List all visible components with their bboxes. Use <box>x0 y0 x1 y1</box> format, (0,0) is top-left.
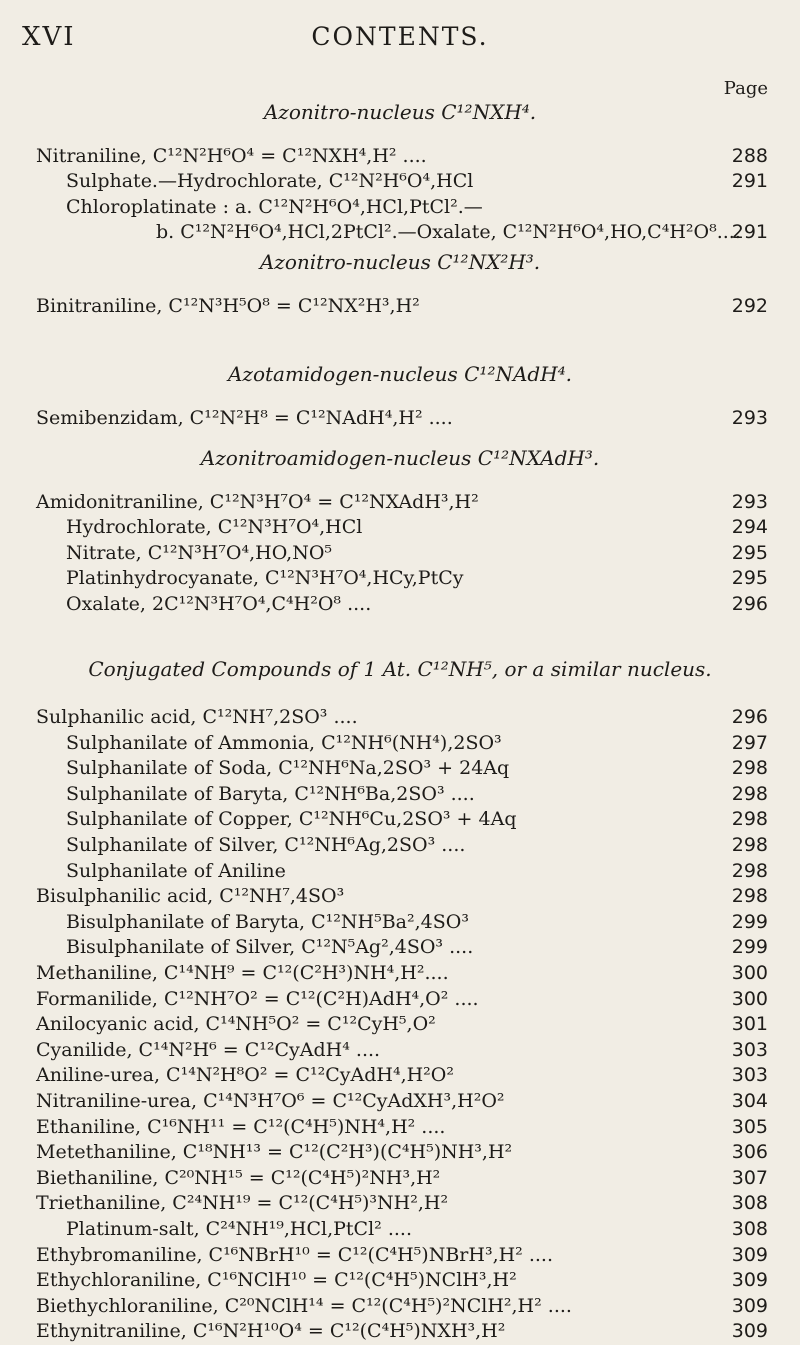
entry-page-number: 293 <box>731 491 768 513</box>
entry-title: Amidonitraniline, C¹²N³H⁷O⁴ = C¹²NXAdH³,H² <box>36 491 479 513</box>
section-heading: Azonitroamidogen-nucleus C¹²NXAdH³. <box>200 446 600 470</box>
entry-title: Sulphanilate of Aniline <box>66 859 286 882</box>
contents-entry <box>156 218 800 246</box>
section-heading: Azonitro-nucleus C¹²NX²H³. <box>259 250 541 274</box>
running-title: CONTENTS. <box>311 22 489 51</box>
entry-page-number: 309 <box>731 1320 768 1343</box>
section-heading: Azotamidogen-nucleus C¹²NAdH⁴. <box>227 362 573 386</box>
entry-title: Biethychloraniline, C²⁰NClH¹⁴ = C¹²(C⁴H⁵)²NClH²,H² .... <box>36 1294 572 1317</box>
contents-entry <box>66 1215 800 1243</box>
page-folio: XVI <box>22 22 76 52</box>
contents-entry <box>36 142 800 170</box>
entry-title: Sulphate.—Hydrochlorate, C¹²N²H⁶O⁴,HCl <box>66 170 474 193</box>
contents-entry <box>36 404 800 432</box>
contents-entry <box>36 703 800 731</box>
entry-page-number: 301 <box>731 1013 768 1036</box>
entry-title: Sulphanilic acid, C¹²NH⁷,2SO³ .... <box>36 706 358 728</box>
entry-title: Bisulphanilic acid, C¹²NH⁷,4SO³ <box>36 885 345 908</box>
entry-page-number: 296 <box>731 592 768 615</box>
contents-entry <box>36 959 800 987</box>
contents-entry <box>66 564 800 592</box>
entry-title: Chloroplatinate : a. C¹²N²H⁶O⁴,HCl,PtCl².— <box>66 195 483 218</box>
contents-entry <box>66 933 800 961</box>
contents-entry <box>36 1036 800 1064</box>
contents-entry <box>66 193 800 221</box>
entry-title: Hydrochlorate, C¹²N³H⁷O⁴,HCl <box>66 516 363 539</box>
entry-title: Biethaniline, C²⁰NH¹⁵ = C¹²(C⁴H⁵)²NH³,H² <box>36 1166 441 1189</box>
entry-title: Ethynitraniline, C¹⁶N²H¹⁰O⁴ = C¹²(C⁴H⁵)NXH³,H² <box>36 1320 506 1343</box>
contents-entry <box>36 488 800 516</box>
entry-title: Nitraniline, C¹²N²H⁶O⁴ = C¹²NXH⁴,H² .... <box>36 145 427 167</box>
entry-page-number: 292 <box>731 295 768 317</box>
entry-page-number: 306 <box>731 1141 768 1164</box>
entry-title: b. C¹²N²H⁶O⁴,HCl,2PtCl².—Oxalate, C¹²N²H⁶O⁴,HO,C⁴H²O⁸.... <box>156 221 741 244</box>
entry-title: Aniline-urea, C¹⁴N²H⁸O² = C¹²CyAdH⁴,H²O² <box>36 1064 454 1087</box>
entry-title: Bisulphanilate of Silver, C¹²N⁵Ag²,4SO³ .... <box>66 936 474 959</box>
entry-page-number: 298 <box>731 859 768 882</box>
contents-entry <box>66 513 800 541</box>
entry-title: Oxalate, 2C¹²N³H⁷O⁴,C⁴H²O⁸ .... <box>66 592 372 615</box>
entry-page-number: 288 <box>731 145 768 167</box>
entry-page-number: 298 <box>731 885 768 908</box>
entry-title: Ethychloraniline, C¹⁶NClH¹⁰ = C¹²(C⁴H⁵)NClH³,H² <box>36 1269 517 1292</box>
contents-entry <box>66 539 800 567</box>
entry-title: Bisulphanilate of Baryta, C¹²NH⁵Ba²,4SO³ <box>66 910 469 933</box>
entry-title: Nitraniline-urea, C¹⁴N³H⁷O⁶ = C¹²CyAdXH³,H²O² <box>36 1090 505 1112</box>
entry-page-number: 304 <box>731 1090 768 1112</box>
contents-entry <box>36 292 800 320</box>
entry-page-number: 299 <box>731 936 768 959</box>
entry-page-number: 308 <box>731 1192 768 1215</box>
contents-entry <box>66 908 800 936</box>
contents-entry <box>36 1061 800 1089</box>
section-heading: Conjugated Compounds of 1 At. C¹²NH⁵, or a similar nucleus. <box>88 657 712 681</box>
entry-page-number: 293 <box>731 407 768 429</box>
contents-entry <box>66 729 800 757</box>
entry-page-number: 298 <box>731 782 768 805</box>
entry-title: Triethaniline, C²⁴NH¹⁹ = C¹²(C⁴H⁵)³NH²,H² <box>36 1192 449 1215</box>
entry-title: Sulphanilate of Ammonia, C¹²NH⁶(NH⁴),2SO³ <box>66 731 502 754</box>
entry-page-number: 297 <box>731 731 768 754</box>
contents-entry <box>36 1113 800 1141</box>
entry-title: Nitrate, C¹²N³H⁷O⁴,HO,NO⁵ <box>66 541 333 564</box>
entry-page-number: 300 <box>731 962 768 984</box>
entry-page-number: 303 <box>731 1038 768 1061</box>
contents-entry <box>66 831 800 859</box>
entry-page-number: 296 <box>731 706 768 728</box>
contents-entry <box>36 1010 800 1038</box>
contents-entry <box>36 1087 800 1115</box>
entry-page-number: 291 <box>731 221 768 244</box>
contents-entry <box>36 1138 800 1166</box>
page-header <box>0 22 800 62</box>
entry-page-number: 305 <box>731 1115 768 1138</box>
entry-page-number: 300 <box>731 987 768 1010</box>
entry-page-number: 308 <box>731 1218 768 1240</box>
entry-page-number: 291 <box>731 170 768 193</box>
entry-title: Anilocyanic acid, C¹⁴NH⁵O² = C¹²CyH⁵,O² <box>36 1013 436 1036</box>
entry-page-number: 307 <box>731 1166 768 1189</box>
contents-entry <box>36 1317 800 1345</box>
contents-entry <box>66 780 800 808</box>
contents-entry <box>66 590 800 618</box>
entry-page-number: 295 <box>731 541 768 564</box>
entry-page-number: 299 <box>731 910 768 933</box>
contents-entry <box>36 1292 800 1320</box>
entry-title: Binitraniline, C¹²N³H⁵O⁸ = C¹²NX²H³,H² <box>36 295 420 317</box>
entry-page-number: 298 <box>731 808 768 831</box>
page-column-label: Page <box>723 78 768 99</box>
entry-title: Formanilide, C¹²NH⁷O² = C¹²(C²H)AdH⁴,O² .... <box>36 987 479 1010</box>
entry-page-number: 298 <box>731 834 768 856</box>
contents-entry <box>36 882 800 910</box>
contents-entry <box>66 805 800 833</box>
entry-title: Sulphanilate of Copper, C¹²NH⁶Cu,2SO³ + 4Aq <box>66 808 517 831</box>
entry-title: Metethaniline, C¹⁸NH¹³ = C¹²(C²H³)(C⁴H⁵)NH³,H² <box>36 1141 513 1164</box>
entry-title: Sulphanilate of Soda, C¹²NH⁶Na,2SO³ + 24Aq <box>66 757 510 780</box>
contents-entry <box>66 754 800 782</box>
contents-entry <box>66 857 800 885</box>
entry-page-number: 309 <box>731 1243 768 1266</box>
entry-title: Semibenzidam, C¹²N²H⁸ = C¹²NAdH⁴,H² .... <box>36 407 453 429</box>
entry-title: Sulphanilate of Silver, C¹²NH⁶Ag,2SO³ .... <box>66 834 466 856</box>
contents-entry <box>36 1164 800 1192</box>
contents-entry <box>36 1189 800 1217</box>
entry-page-number: 298 <box>731 757 768 780</box>
entry-page-number: 309 <box>731 1294 768 1317</box>
entry-title: Ethaniline, C¹⁶NH¹¹ = C¹²(C⁴H⁵)NH⁴,H² .... <box>36 1115 446 1138</box>
entry-title: Cyanilide, C¹⁴N²H⁶ = C¹²CyAdH⁴ .... <box>36 1038 381 1061</box>
contents-entry <box>36 985 800 1013</box>
contents-entry <box>36 1241 800 1269</box>
contents-entry <box>36 1266 800 1294</box>
entry-page-number: 295 <box>731 567 768 590</box>
entry-title: Ethybromaniline, C¹⁶NBrH¹⁰ = C¹²(C⁴H⁵)NBrH³,H² .... <box>36 1243 553 1266</box>
entry-title: Sulphanilate of Baryta, C¹²NH⁶Ba,2SO³ .... <box>66 782 475 805</box>
entry-page-number: 309 <box>731 1269 768 1292</box>
entry-page-number: 303 <box>731 1064 768 1087</box>
section-heading: Azonitro-nucleus C¹²NXH⁴. <box>263 100 537 124</box>
entry-title: Methaniline, C¹⁴NH⁹ = C¹²(C²H³)NH⁴,H².... <box>36 962 449 984</box>
entry-page-number: 294 <box>731 516 768 539</box>
entry-title: Platinhydrocyanate, C¹²N³H⁷O⁴,HCy,PtCy <box>66 567 464 590</box>
contents-entry <box>66 167 800 195</box>
entry-title: Platinum-salt, C²⁴NH¹⁹,HCl,PtCl² .... <box>66 1218 412 1240</box>
